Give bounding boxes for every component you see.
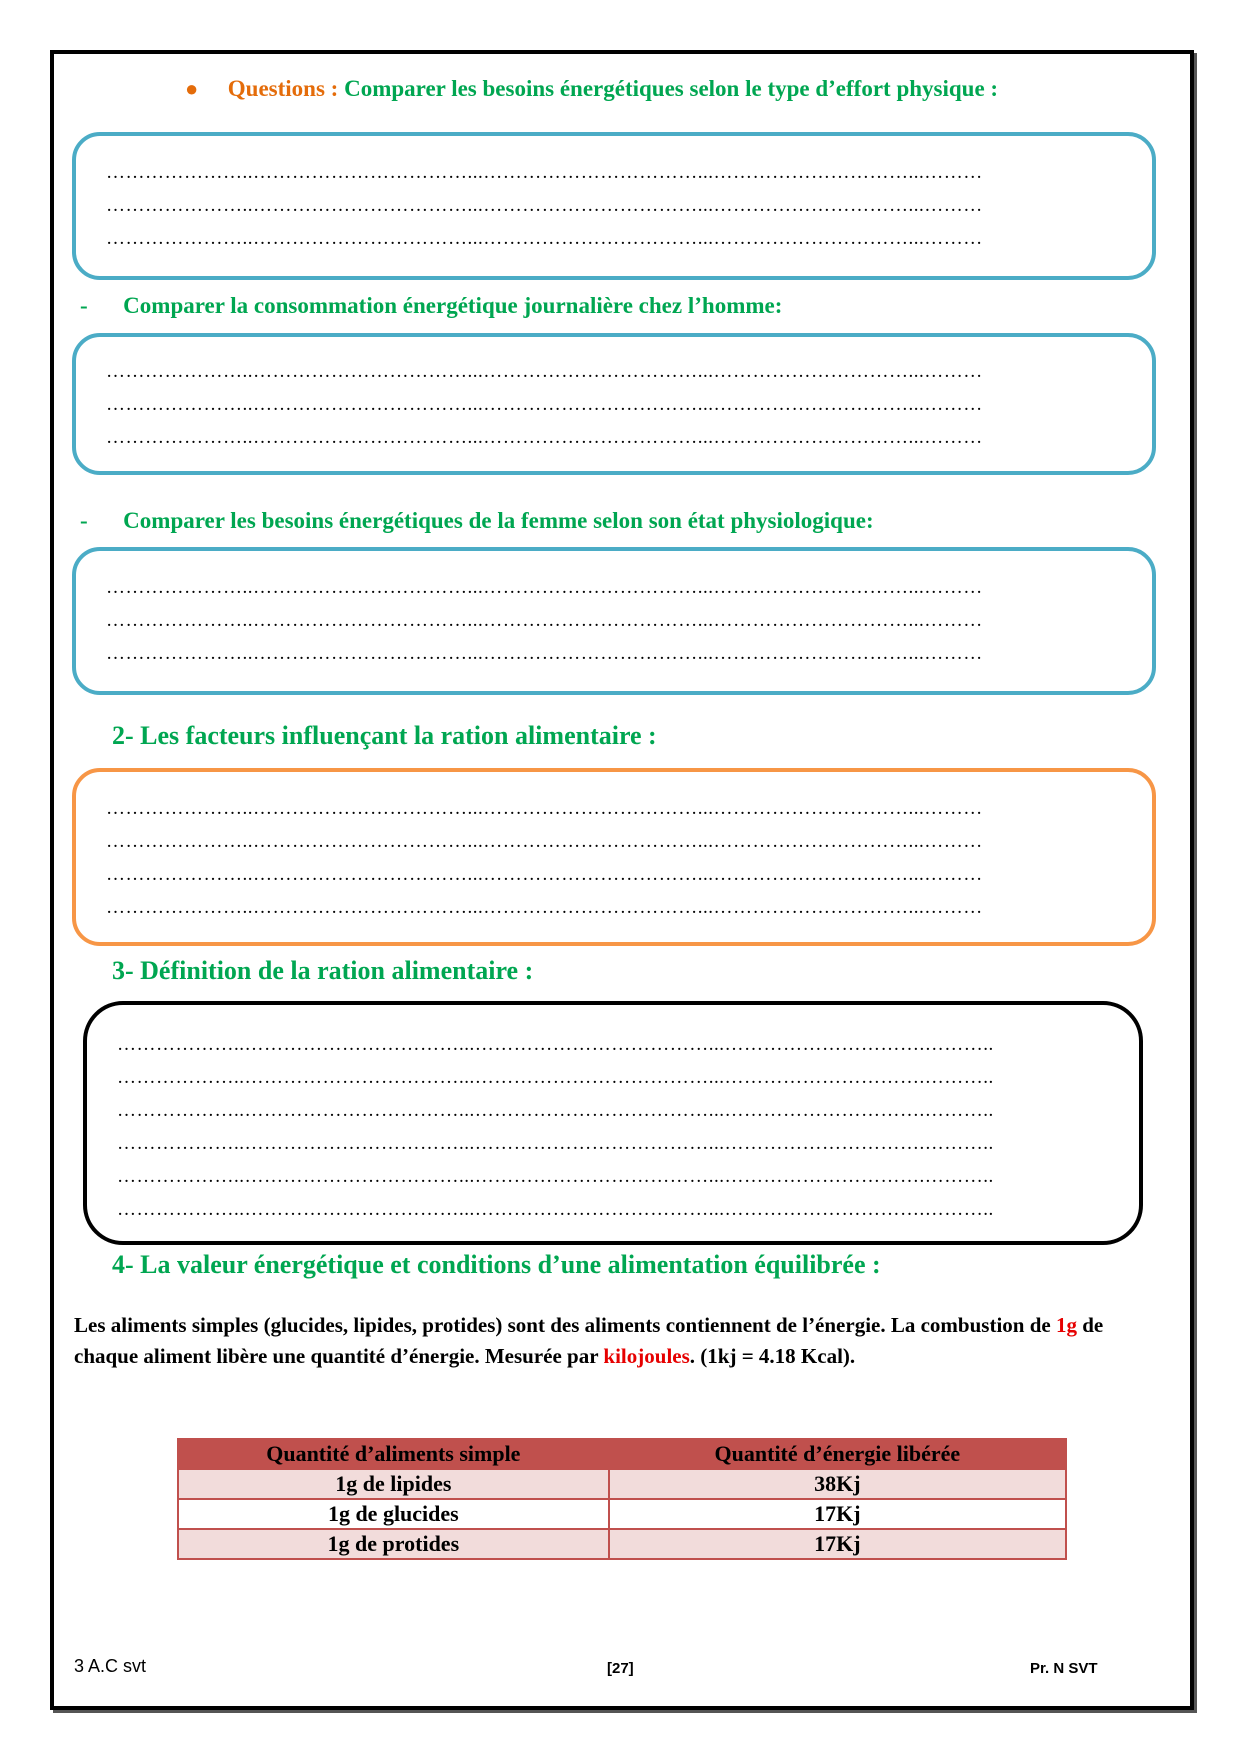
dotted-line: …………………..……………………………...……………………………...…………………………...……… [106, 864, 983, 885]
section-3-heading: 3- Définition de la ration alimentaire : [112, 956, 534, 985]
answer-box-definition[interactable] [83, 1001, 1143, 1245]
table-row [178, 1529, 1066, 1559]
paragraph-text: de chaque aliment libère une quantité d’énergie. Mesurée par [74, 1313, 1104, 1368]
dotted-line: …………………..……………………………...……………………………...…………………………...……… [106, 897, 983, 918]
energy-paragraph [74, 1310, 1164, 1372]
section-2-heading: 2- Les facteurs influençant la ration alimentaire : [112, 721, 657, 750]
dotted-line: …………………..……………………………...……………………………...…………………………...……… [106, 831, 983, 852]
energy-table [177, 1438, 1067, 1560]
paragraph-highlight: 1g [1055, 1313, 1077, 1337]
answer-box-2[interactable] [72, 333, 1156, 475]
questions-label: Questions : [227, 76, 339, 101]
question-1 [185, 76, 998, 102]
answer-box-factors[interactable] [72, 768, 1156, 946]
table-header-row [178, 1439, 1066, 1469]
paragraph-text: Les aliments simples (glucides, lipides, protides) sont des aliments contiennent de l’énergie. La combustion de [74, 1313, 1056, 1337]
dotted-line: ………………..……………………………...………………………………...………………………….……….. [117, 1199, 994, 1220]
answer-box-3[interactable] [72, 547, 1156, 695]
question-1-text: Comparer les besoins énergétiques selon le type d’effort physique : [344, 76, 999, 101]
section-4-heading: 4- La valeur énergétique et conditions d’une alimentation équilibrée : [112, 1250, 881, 1279]
table-row [178, 1469, 1066, 1499]
question-3-text: Comparer les besoins énergétiques de la femme selon son état physiologique: [123, 508, 874, 533]
dotted-line: ………………..……………………………...………………………………...………………………….……….. [117, 1133, 994, 1154]
table-row [178, 1499, 1066, 1529]
table-cell: 38Kj [609, 1469, 1066, 1499]
table-cell: 1g de protides [178, 1529, 609, 1559]
dotted-line: …………………..……………………………...……………………………...…………………………...……… [106, 427, 983, 448]
dotted-line: …………………..……………………………...……………………………...…………………………...……… [106, 228, 983, 249]
footer-class: 3 A.C svt [74, 1656, 147, 1676]
bullet-icon: ● [185, 76, 199, 101]
question-2-text: Comparer la consommation énergétique journalière chez l’homme: [123, 293, 783, 318]
table-cell: 1g de lipides [178, 1469, 609, 1499]
footer-author: Pr. N SVT [1030, 1660, 1098, 1677]
table-cell: 17Kj [609, 1529, 1066, 1559]
question-3-dash: - [80, 508, 88, 533]
dotted-line: …………………..……………………………...……………………………...…………………………...……… [106, 162, 983, 183]
dotted-line: ………………..……………………………...………………………………...………………………….……….. [117, 1100, 994, 1121]
dotted-line: …………………..……………………………...……………………………...…………………………...……… [106, 798, 983, 819]
table-header-cell: Quantité d’aliments simple [178, 1439, 609, 1469]
dotted-line: ………………..……………………………...………………………………...………………………….……….. [117, 1166, 994, 1187]
dotted-line: ………………..……………………………...………………………………...………………………….……….. [117, 1034, 994, 1055]
dotted-line: ………………..……………………………...………………………………...………………………….……….. [117, 1067, 994, 1088]
table-header-cell: Quantité d’énergie libérée [609, 1439, 1066, 1469]
paragraph-text: . (1kj = 4.18 Kcal). [689, 1344, 856, 1368]
dotted-line: …………………..……………………………...……………………………...…………………………...……… [106, 610, 983, 631]
dotted-line: …………………..……………………………...……………………………...…………………………...……… [106, 195, 983, 216]
question-2 [80, 293, 782, 319]
table-cell: 1g de glucides [178, 1499, 609, 1529]
answer-box-1[interactable] [72, 132, 1156, 280]
table-cell: 17Kj [609, 1499, 1066, 1529]
dotted-line: …………………..……………………………...……………………………...…………………………...……… [106, 394, 983, 415]
question-3 [80, 508, 874, 534]
dotted-line: …………………..……………………………...……………………………...…………………………...……… [106, 643, 983, 664]
question-2-dash: - [80, 293, 88, 318]
footer-page-number: [27] [607, 1660, 634, 1677]
dotted-line: …………………..……………………………...……………………………...…………………………...……… [106, 361, 983, 382]
dotted-line: …………………..……………………………...……………………………...…………………………...……… [106, 577, 983, 598]
paragraph-highlight: kilojoules [603, 1344, 690, 1368]
